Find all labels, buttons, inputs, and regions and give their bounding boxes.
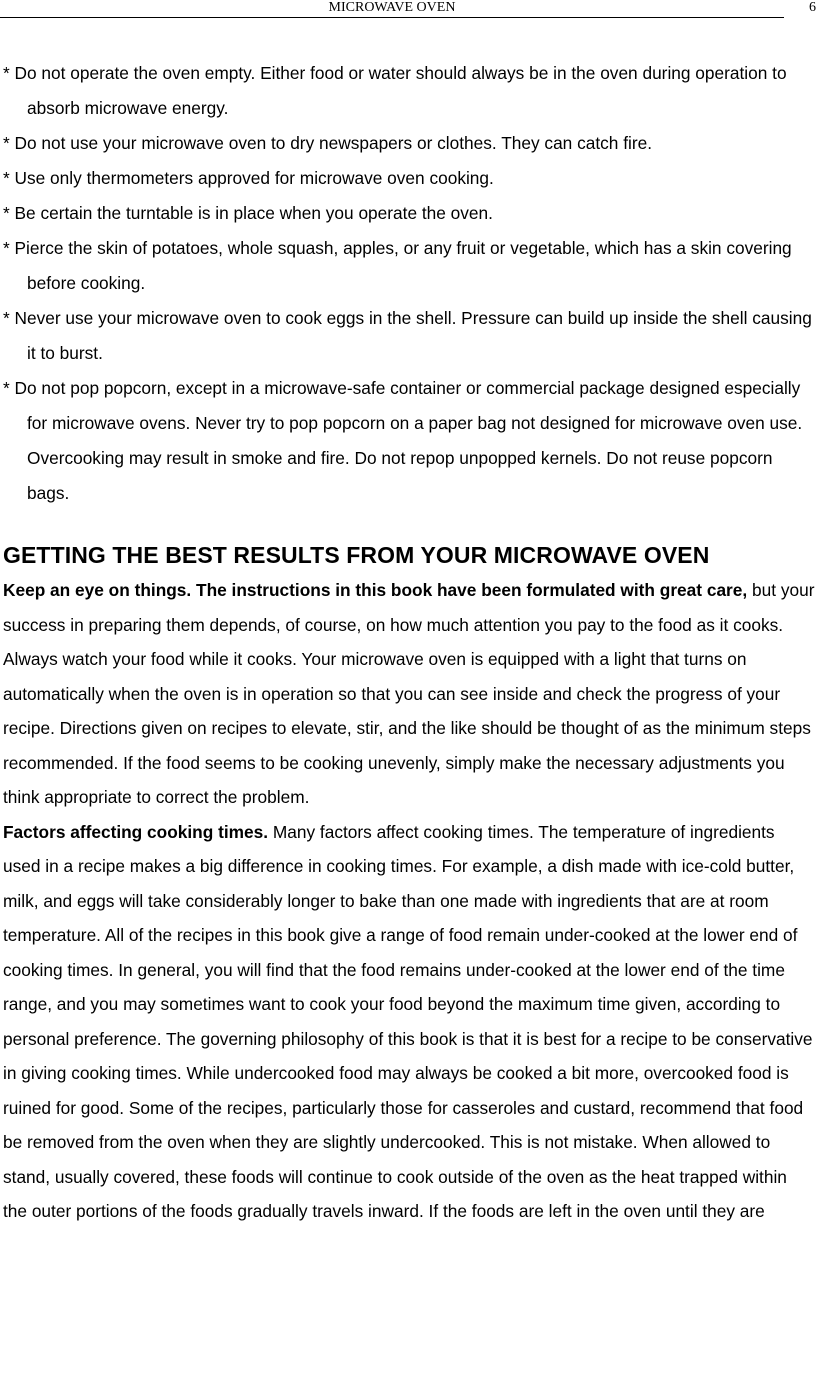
paragraph-cooking-times <box>3 815 815 1229</box>
bullet-item: * Never use your microwave oven to cook eggs in the shell. Pressure can build up inside the shell causing it to burst. <box>3 308 812 363</box>
header-title-wrap <box>0 0 784 16</box>
bullet-item: * Be certain the turntable is in place when you operate the oven. <box>3 203 493 223</box>
section-heading: GETTING THE BEST RESULTS FROM YOUR MICROWAVE OVEN <box>3 542 710 568</box>
bullet-item: * Pierce the skin of potatoes, whole squash, apples, or any fruit or vegetable, which has a skin covering before cooking. <box>3 238 792 293</box>
page-number: 6 <box>809 0 816 15</box>
header-rule <box>0 17 784 18</box>
paragraph-lead: Factors affecting cooking times. <box>3 821 269 842</box>
bullet-item: * Do not use your microwave oven to dry newspapers or clothes. They can catch fire. <box>3 133 653 153</box>
bullet-item: * Do not pop popcorn, except in a microwave-safe container or commercial package designed especially for microwave ovens. Never try to pop popcorn on a paper bag not designed for microwave oven use. Overcooking may result in smoke and fire. Do not repop unpopped kernels. Do not reuse popcorn bags. <box>3 378 803 503</box>
page-header <box>0 0 816 20</box>
header-title: MICROWAVE OVEN <box>325 0 460 15</box>
bullet-item: * Use only thermometers approved for microwave oven cooking. <box>3 168 494 188</box>
paragraph-lead: Keep an eye on things. The instructions in this book have been formulated with great care, <box>3 580 748 600</box>
document-body <box>3 58 815 1229</box>
paragraph-body: Many factors affect cooking times. The temperature of ingredients used in a recipe makes a big difference in cooking times. For example, a dish made with ice-cold butter, milk, and eggs will take considerably longer to bake than one made with ingredients that are at room temperature. All of the recipes in this book give a range of food remain under-cooked at the lower end of cooking times. In general, you will find that the food remains under-cooked at the lower end of the time range, and you may sometimes want to cook your food beyond the maximum time given, according to personal preference. The governing philosophy of this book is that it is best for a recipe to be conservative in giving cooking times. While undercooked food may always be cooked a bit more, overcooked food is ruined for good. Some of the recipes, particularly those for casseroles and custard, recommend that food be removed from the oven when they are slightly undercooked. This is not mistake. When allowed to stand, usually covered, these foods will continue to cook outside of the oven as the heat trapped within the outer portions of the foods gradually travels inward. If the foods are left in the oven until they are <box>3 821 813 1221</box>
bullet-item: * Do not operate the oven empty. Either food or water should always be in the oven during operation to absorb microwave energy. <box>3 63 787 118</box>
paragraph-body: but your success in preparing them depends, of course, on how much attention you pay to the food as it cooks. Always watch your food while it cooks. Your microwave oven is equipped with a light that turns on automatically when the oven is in operation so that you can see inside and check the progress of your recipe. Directions given on recipes to elevate, stir, and the like should be thought of as the minimum steps recommended. If the food seems to be cooking unevenly, simply make the necessary adjustments you think appropriate to correct the problem. <box>3 580 815 807</box>
paragraph-keep-an-eye <box>3 573 815 815</box>
